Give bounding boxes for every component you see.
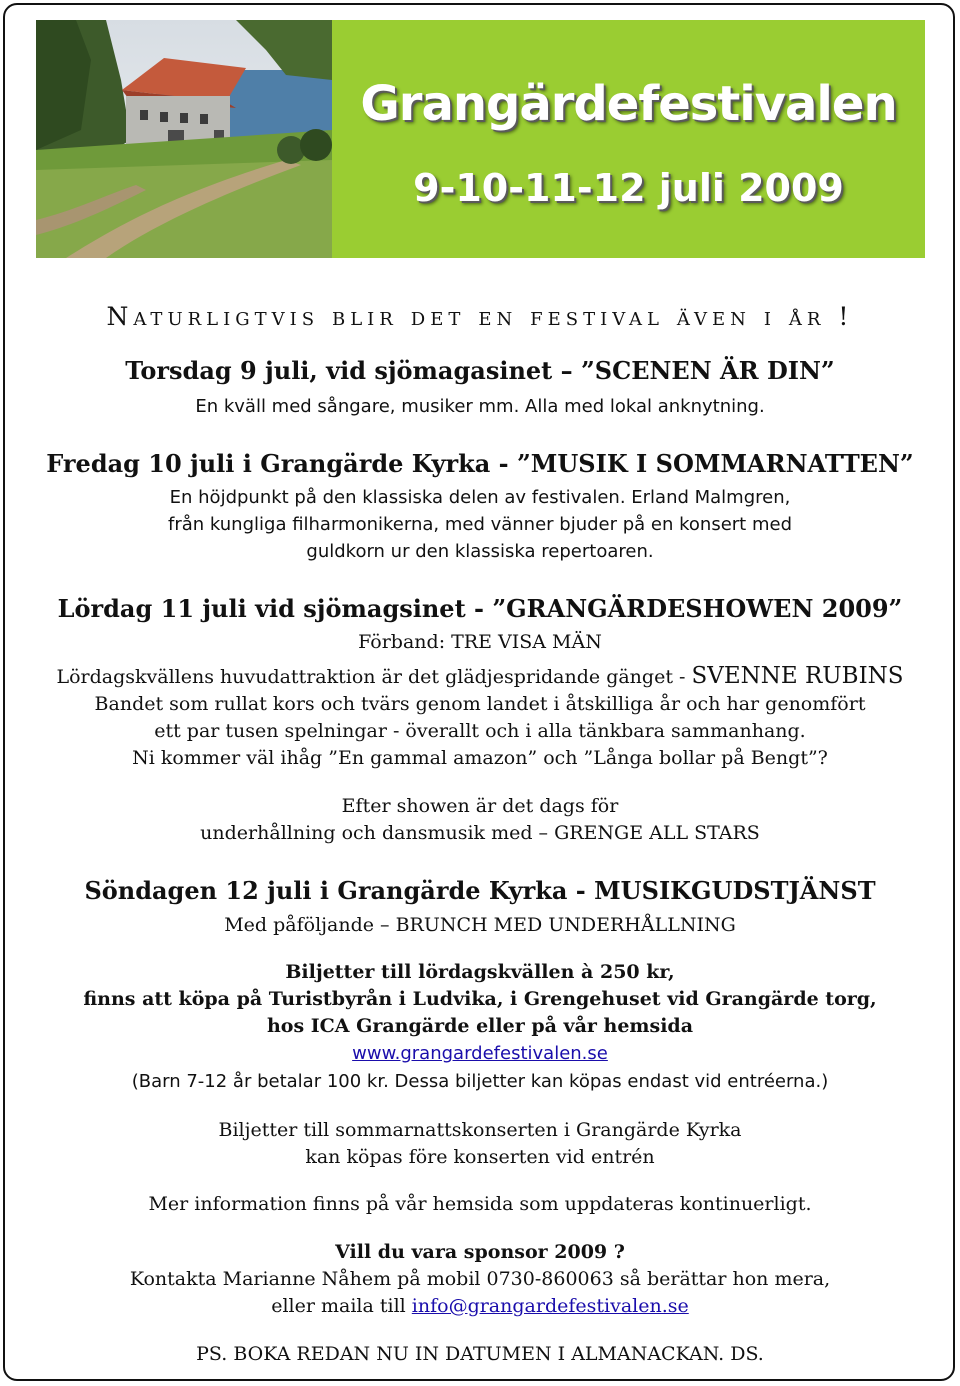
sunday-heading: Söndagen 12 juli i Grangärde Kyrka - MUSIKGUDSTJÄNST <box>84 876 876 905</box>
friday-text-2: från kungliga filharmonikerna, med vänner bjuder på en konsert med <box>168 514 792 535</box>
saturday-text-1: Bandet som rullat kors och tvärs genom landet i åtskilliga år och har genomfört <box>94 693 866 715</box>
saturday-text-2: ett par tusen spelningar - överallt och i alla tänkbara sammanhang. <box>154 720 806 742</box>
festival-dates: 9-10-11-12 juli 2009 <box>413 166 844 210</box>
friday-text-3: guldkorn ur den klassiska repertoaren. <box>306 541 654 562</box>
tickets-line-2: finns att köpa på Turistbyrån i Ludvika, i Grengehuset vid Grangärde torg, <box>83 988 877 1010</box>
festival-photo <box>36 20 332 258</box>
lake-house-photo-illustration <box>36 20 332 258</box>
concert-tickets-line-2: kan köpas före konserten vid entrén <box>305 1146 655 1168</box>
sponsor-line-2 <box>0 1295 960 1317</box>
sponsor-line-1: Kontakta Marianne Nåhem på mobil 0730-860063 så berättar hon mera, <box>129 1268 831 1290</box>
sponsor-heading: Vill du vara sponsor 2009 ? <box>335 1241 625 1263</box>
sponsor-line-2-prefix: eller maila till <box>271 1295 406 1317</box>
tickets-line-1: Biljetter till lördagskvällen à 250 kr, <box>285 961 675 983</box>
friday-heading: Fredag 10 juli i Grangärde Kyrka - ”MUSIK I SOMMARNATTEN” <box>46 449 914 478</box>
saturday-heading: Lördag 11 juli vid sjömagsinet - ”GRANGÄRDESHOWEN 2009” <box>57 594 903 623</box>
intro-line: Naturligtvis blir det en festival även i år ! <box>106 302 854 331</box>
friday-text-1: En höjdpunkt på den klassiska delen av festivalen. Erland Malmgren, <box>169 487 791 508</box>
saturday-text-3: Ni kommer väl ihåg ”En gammal amazon” och ”Långa bollar på Bengt”? <box>132 747 828 769</box>
saturday-main-act-line <box>0 663 960 689</box>
saturday-after-1: Efter showen är det dags för <box>341 795 619 817</box>
tickets-children: (Barn 7-12 år betalar 100 kr. Dessa biljetter kan köpas endast vid entréerna.) <box>131 1071 829 1092</box>
ps-note: PS. BOKA REDAN NU IN DATUMEN I ALMANACKAN. DS. <box>196 1343 764 1365</box>
sunday-text: Med påföljande – BRUNCH MED UNDERHÅLLNING <box>224 914 736 936</box>
website-line <box>0 1043 960 1064</box>
title-banner <box>332 20 925 258</box>
more-info: Mer information finns på vår hemsida som uppdateras kontinuerligt. <box>148 1193 812 1215</box>
thursday-heading: Torsdag 9 juli, vid sjömagasinet – ”SCENEN ÄR DIN” <box>125 356 835 385</box>
header-banner <box>36 20 925 258</box>
email-link[interactable]: info@grangardefestivalen.se <box>411 1295 689 1317</box>
saturday-main-act: SVENNE RUBINS <box>691 663 904 689</box>
festival-title: Grangärdefestivalen <box>360 76 897 132</box>
website-link[interactable]: www.grangardefestivalen.se <box>352 1043 608 1064</box>
saturday-opening-act: Förband: TRE VISA MÄN <box>358 631 602 653</box>
thursday-text: En kväll med sångare, musiker mm. Alla med lokal anknytning. <box>195 396 765 417</box>
saturday-main-act-prefix: Lördagskvällens huvudattraktion är det glädjespridande gänget - <box>56 666 686 688</box>
tickets-line-3: hos ICA Grangärde eller på vår hemsida <box>266 1015 694 1037</box>
concert-tickets-line-1: Biljetter till sommarnattskonserten i Grangärde Kyrka <box>218 1119 742 1141</box>
saturday-after-2: underhållning och dansmusik med – GRENGE ALL STARS <box>200 822 760 844</box>
